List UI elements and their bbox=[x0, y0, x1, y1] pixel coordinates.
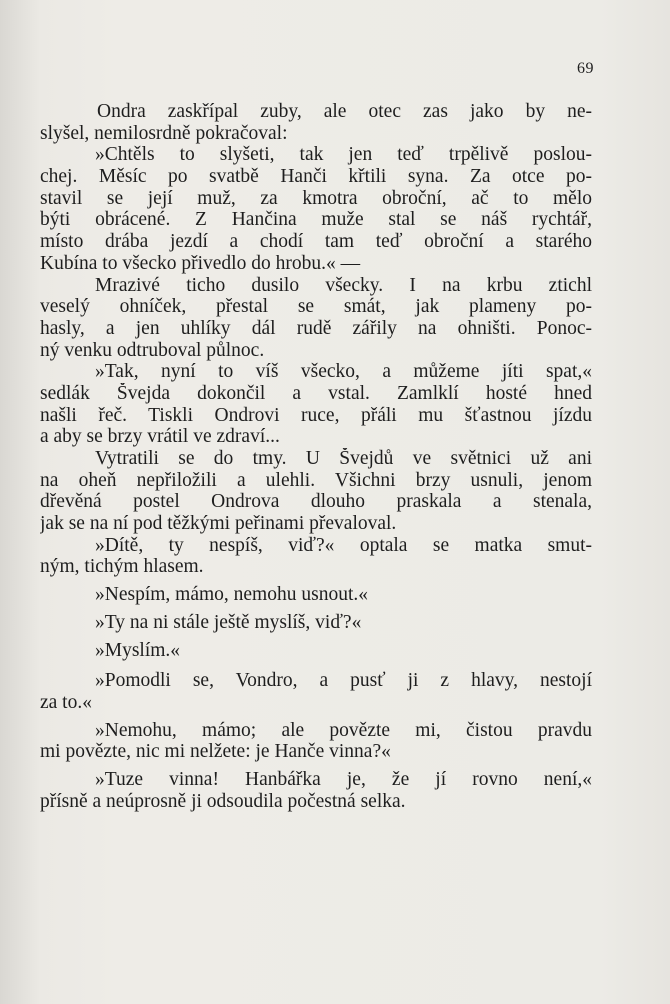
page-number: 69 bbox=[577, 60, 594, 77]
text-line: »Tak, nyní to víš všecko, a můžeme jíti spat,« bbox=[95, 361, 592, 383]
text-line: mi povězte, nic mi nelžete: je Hanče vinna?« bbox=[40, 741, 391, 763]
text-line: »Dítě, ty nespíš, viď?« optala se matka smut- bbox=[95, 534, 592, 556]
text-line: »Pomodli se, Vondro, a pusť ji z hlavy, nestojí bbox=[95, 670, 592, 692]
text-line: chej. Měsíc po svatbě Hanči křtili syna. Za otce po- bbox=[40, 166, 592, 188]
text-line: jak se na ní pod těžkými peřinami převaloval. bbox=[40, 513, 397, 535]
text-line: hasly, a jen uhlíky dál rudě zářily na ohništi. Ponoc- bbox=[40, 317, 592, 339]
text-line: »Nemohu, mámo; ale povězte mi, čistou pravdu bbox=[95, 719, 592, 741]
text-line: a aby se brzy vrátil ve zdraví... bbox=[40, 426, 280, 448]
text-line: Vytratili se do tmy. U Švejdů ve světnici už ani bbox=[95, 448, 592, 469]
text-line: dřevěná postel Ondrova dlouho praskala a stenala, bbox=[40, 491, 592, 513]
text-line: býti obrácené. Z Hančina muže stal se náš rychtář, bbox=[40, 209, 592, 231]
text-line: Kubína to všecko přivedlo do hrobu.« — bbox=[40, 252, 361, 274]
text-line: místo drába jezdí a chodí tam teď obroční a starého bbox=[40, 231, 592, 253]
text-line: ným, tichým hlasem. bbox=[40, 556, 204, 578]
text-line: slyšel, nemilosrdně pokračoval: bbox=[40, 122, 288, 144]
text-line: »Myslím.« bbox=[95, 639, 181, 661]
body-text bbox=[40, 101, 592, 812]
text-line: Mrazivé ticho dusilo všecky. I na krbu ztichl bbox=[95, 274, 592, 296]
text-line: veselý ohníček, přestal se smát, jak plameny po- bbox=[40, 296, 592, 318]
text-line: »Chtěls to slyšeti, tak jen teď trpělivě poslou- bbox=[95, 144, 592, 166]
text-line: na oheň nepřiložili a ulehli. Všichni brzy usnuli, jenom bbox=[40, 469, 592, 491]
text-line: přísně a neúprosně ji odsoudila počestná selka. bbox=[40, 790, 406, 812]
text-line: sedlák Švejda dokončil a vstal. Zamlklí hosté hned bbox=[40, 382, 592, 404]
text-line: našli řeč. Tiskli Ondrovi ruce, přáli mu šťastnou jízdu bbox=[40, 404, 592, 426]
text-line: ný venku odtruboval půlnoc. bbox=[40, 339, 265, 361]
text-line: »Nespím, mámo, nemohu usnout.« bbox=[95, 584, 368, 606]
text-line: »Tuze vinna! Hanbářka je, že jí rovno není,« bbox=[95, 768, 592, 790]
text-line: Ondra zaskřípal zuby, ale otec zas jako by ne- bbox=[97, 101, 592, 122]
text-line: stavil se její muž, za kmotra obroční, ač to mělo bbox=[40, 187, 592, 209]
text-line: »Ty na ni stále ještě myslíš, viď?« bbox=[95, 611, 362, 633]
text-line: za to.« bbox=[40, 691, 92, 713]
